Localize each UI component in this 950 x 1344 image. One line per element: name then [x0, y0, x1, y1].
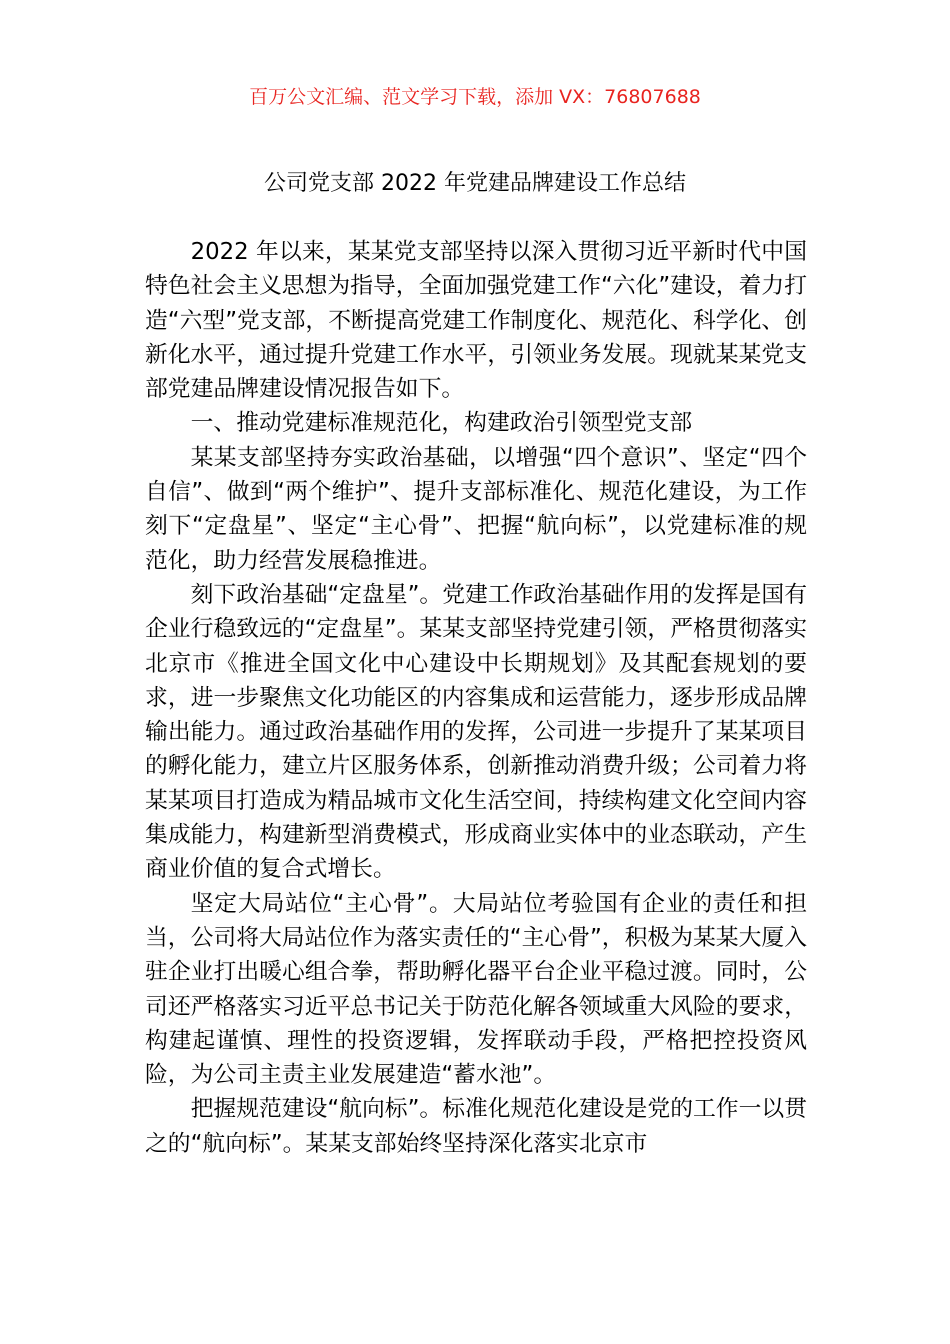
- paragraph-section-1-intro: 某某支部坚持夯实政治基础，以增强“四个意识”、坚定“四个自信”、做到“两个维护”、提升支部标准化、规范化建设，为工作刻下“定盘星”、坚定“主心骨”、把握“航向标”，以党建标准的规范化，助力经营发展稳推进。: [145, 444, 807, 574]
- paragraph-standardization: 把握规范建设“航向标”。标准化规范化建设是党的工作一以贯之的“航向标”。某某支部始终坚持深化落实北京市: [145, 1096, 807, 1157]
- document-title: 公司党支部 2022 年党建品牌建设工作总结: [264, 171, 686, 196]
- paragraph-overall-situation: 坚定大局站位“主心骨”。大局站位考验国有企业的责任和担当，公司将大局站位作为落实责任的“主心骨”，积极为某某大厦入驻企业打出暖心组合拳，帮助孵化器平台企业平稳过渡。同时，公司还严格落实习近平总书记关于防范化解各领域重大风险的要求，构建起谨慎、理性的投资逻辑，发挥联动手段，严格把控投资风险，为公司主责主业发展建造“蓄水池”。: [145, 890, 807, 1089]
- paragraph-intro: 2022 年以来，某某党支部坚持以深入贯彻习近平新时代中国特色社会主义思想为指导，全面加强党建工作“六化”建设，着力打造“六型”党支部，不断提高党建工作制度化、规范化、科学化、创新化水平，通过提升党建工作水平，引领业务发展。现就某某党支部党建品牌建设情况报告如下。: [145, 239, 807, 403]
- paragraph-political-foundation: 刻下政治基础“定盘星”。党建工作政治基础作用的发挥是国有企业行稳致远的“定盘星”。某某支部坚持党建引领，严格贯彻落实北京市《推进全国文化中心建设中长期规划》及其配套规划的要求，进一步聚焦文化功能区的内容集成和运营能力，逐步形成品牌输出能力。通过政治基础作用的发挥，公司进一步提升了某某项目的孵化能力，建立片区服务体系，创新推动消费升级；公司着力将某某项目打造成为精品城市文化生活空间，持续构建文化空间内容集成能力，构建新型消费模式，形成商业实体中的业态联动，产生商业价值的复合式增长。: [145, 581, 807, 883]
- document-body: [145, 235, 807, 1161]
- header-watermark-note: 百万公文汇编、范文学习下载，添加 VX：76807688: [249, 86, 701, 108]
- section-heading-1: 一、推动党建标准规范化，构建政治引领型党支部: [190, 410, 693, 437]
